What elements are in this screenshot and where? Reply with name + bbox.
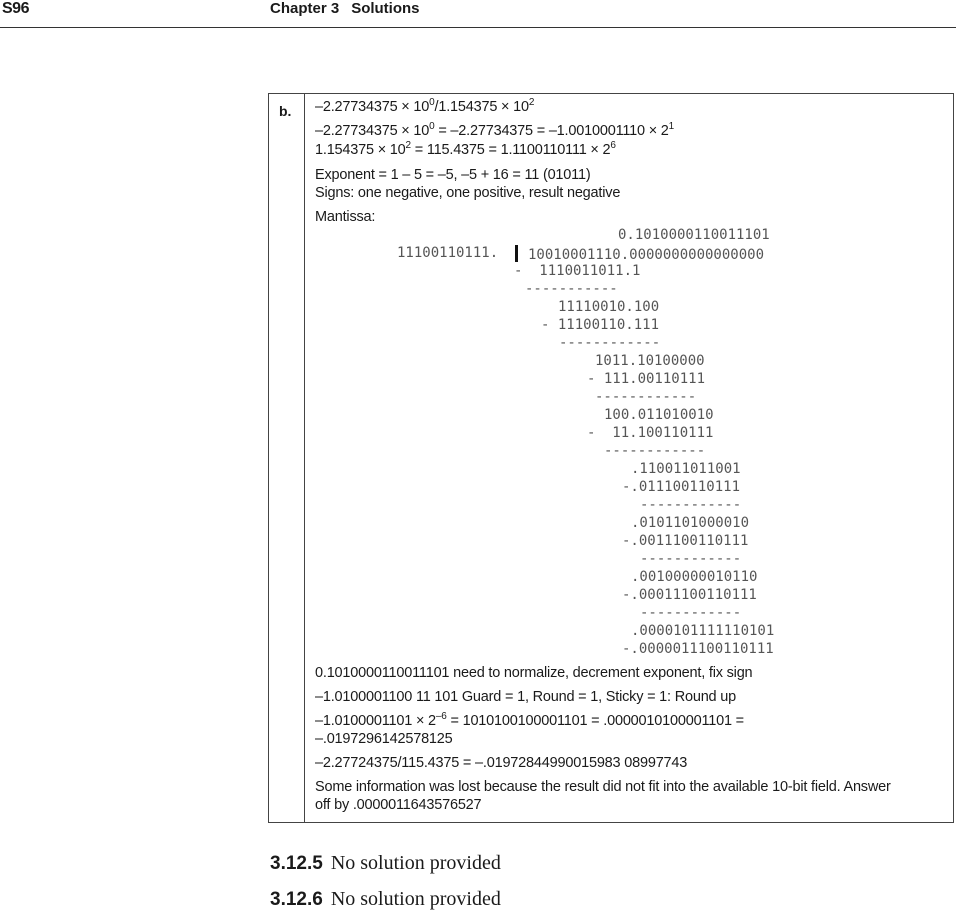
section-label: Solutions — [351, 0, 420, 17]
division-step: - 11100110.111 — [541, 317, 660, 333]
division-step: -.0000011100110111 — [622, 641, 774, 657]
division-step: .110011011001 — [631, 461, 741, 477]
division-rule: ------------ — [640, 551, 742, 567]
division-step: 1011.10100000 — [595, 353, 705, 369]
division-step: -.0011100110111 — [622, 533, 749, 549]
division-step: - 1110011011.1 — [514, 263, 641, 279]
division-step: -.00011100110111 — [622, 587, 757, 603]
part-label: b. — [279, 103, 292, 119]
column-divider — [304, 94, 305, 822]
expression-line: $-2.27734375 \times 10^0/1.154375 \times 10^2$ — [315, 97, 535, 115]
mantissa-label: Mantissa: — [315, 209, 376, 225]
solution-box — [268, 93, 954, 823]
division-rule: ------------ — [640, 605, 742, 621]
exponent-line: Exponent = 1 – 5 = –5, –5 + 16 = 11 (01011) — [315, 167, 591, 183]
dividend-line: $-2.27734375 \times 10^0 = -2.27734375 = -1.0010001110 \times 2^1$ — [315, 121, 675, 139]
division-dividend: 10010001110.0000000000000000 — [515, 245, 764, 263]
division-bar — [515, 245, 518, 262]
result-line: $-1.0100001101 \times 2^{-6} = 1010100100001101 = .0000010100001101$ = — [315, 711, 744, 729]
signs-line: Signs: one negative, one positive, result negative — [315, 185, 621, 201]
exact-result: –2.27724375/115.4375 = –.01972844990015983 08997743 — [315, 755, 688, 771]
chapter-label: Chapter 3 — [270, 0, 340, 17]
section-heading: 3.12.5 No solution provided — [270, 852, 501, 874]
note-line: off by .0000011643576527 — [315, 797, 482, 813]
division-step: .0101101000010 — [631, 515, 750, 531]
normalize-line: 0.1010000110011101 need to normalize, decrement exponent, fix sign — [315, 665, 753, 681]
divisor-line: $1.154375 \times 10^2 = 115.4375 = 1.1100110111 \times 2^6$ — [315, 140, 616, 158]
division-rule: ------------ — [559, 335, 661, 351]
division-step: - 11.100110111 — [587, 425, 714, 441]
division-step: 11110010.100 — [558, 299, 660, 315]
division-rule: ------------ — [604, 443, 706, 459]
quotient: 0.1010000110011101 — [618, 227, 770, 243]
division-step: 100.011010010 — [604, 407, 714, 423]
header-rule — [0, 27, 956, 28]
running-header — [270, 0, 420, 17]
division-rule: ------------ — [595, 389, 697, 405]
division-step: .0000101111110101 — [631, 623, 775, 639]
guard-line: –1.0100001100 11 101 Guard = 1, Round = 1, Sticky = 1: Round up — [315, 689, 736, 705]
division-rule: ------------ — [640, 497, 742, 513]
result-decimal: –.0197296142578125 — [315, 731, 453, 747]
page-number: S96 — [2, 0, 29, 17]
section-heading: 3.12.6 No solution provided — [270, 888, 501, 910]
note-line: Some information was lost because the result did not fit into the available 10-bit field. Answer — [315, 779, 891, 795]
division-step: - 111.00110111 — [587, 371, 706, 387]
division-divisor: 11100110111. — [397, 245, 499, 261]
division-rule: ----------- — [525, 281, 618, 297]
division-step: -.011100110111 — [622, 479, 741, 495]
division-step: .00100000010110 — [631, 569, 758, 585]
